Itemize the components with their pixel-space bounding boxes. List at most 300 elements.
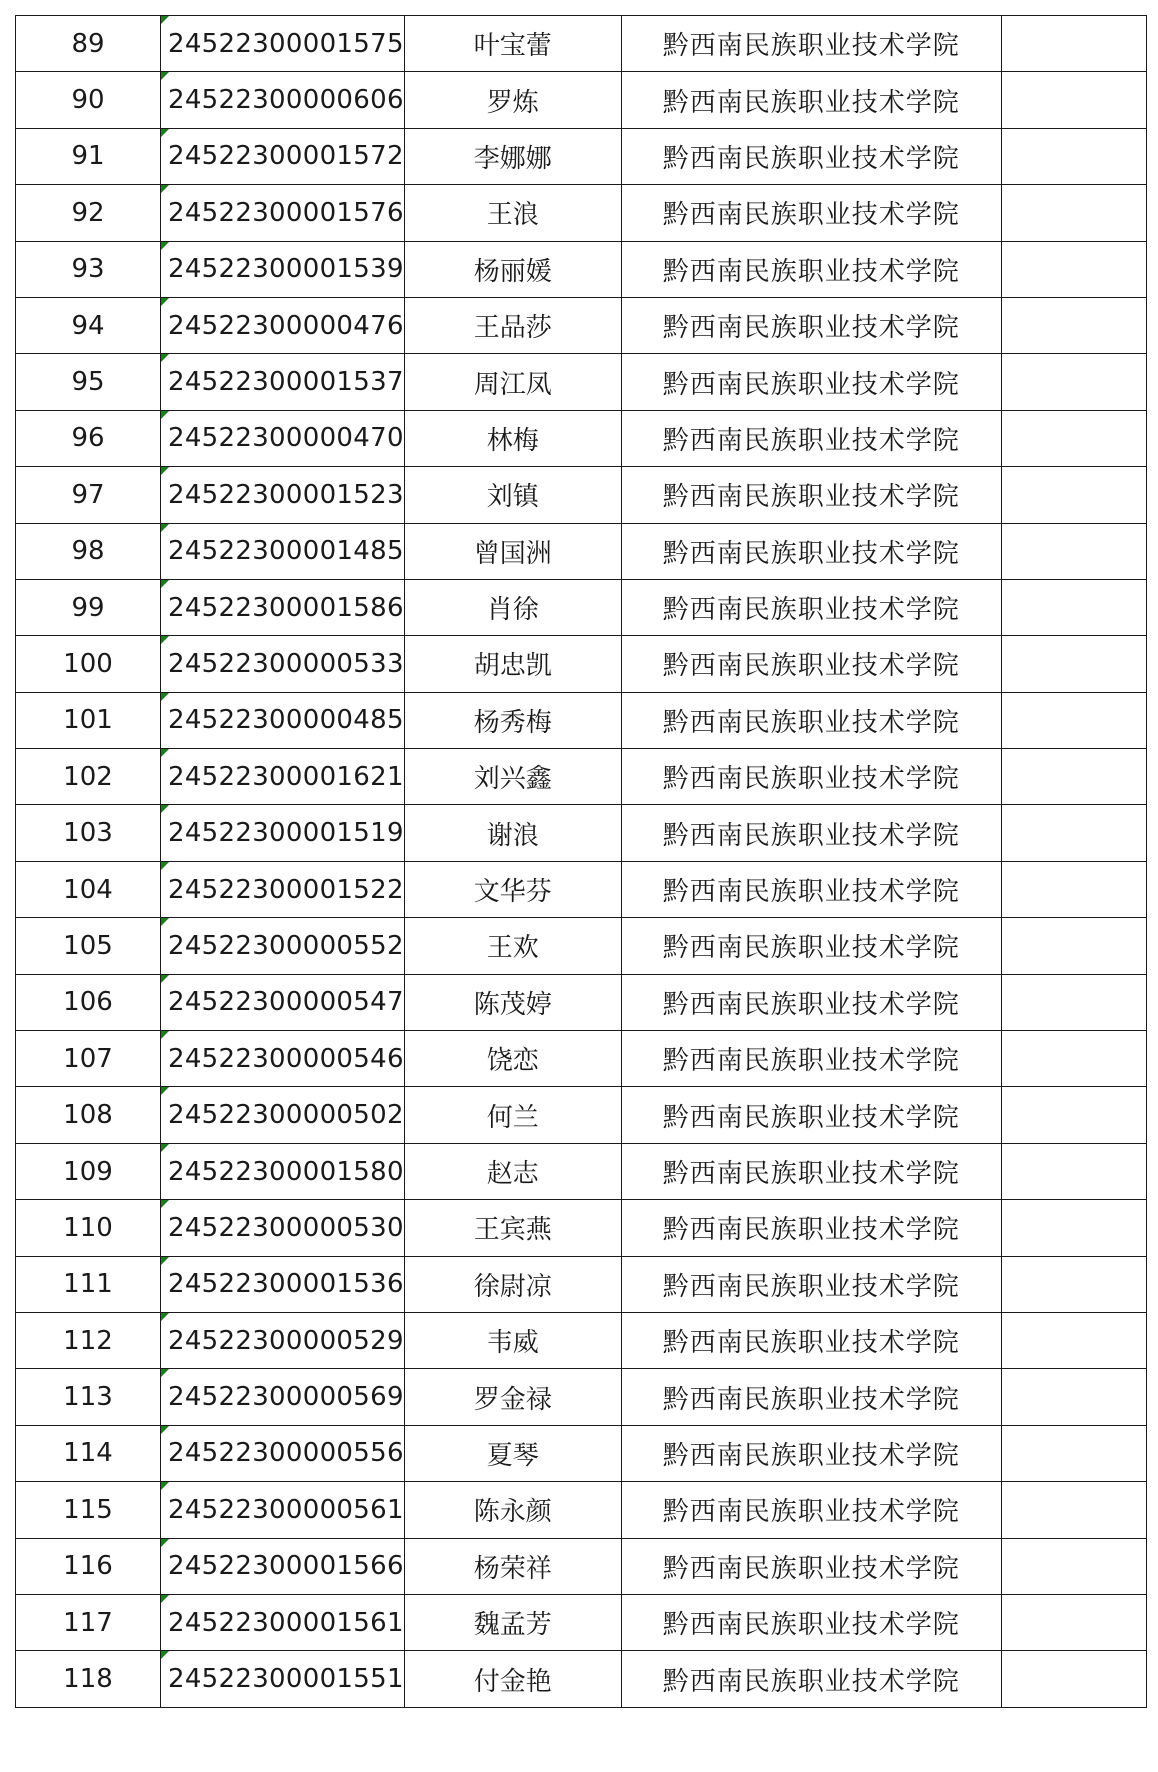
school-name-cell[interactable] <box>621 185 1001 241</box>
student-name-cell[interactable] <box>404 1143 621 1199</box>
row-number-cell[interactable] <box>16 1312 161 1368</box>
remarks-cell[interactable] <box>1001 16 1146 72</box>
student-name-cell-text: 韦威 <box>486 1328 539 1359</box>
student-name-cell-text: 何兰 <box>486 1102 539 1133</box>
candidate-id-cell-text: 24522300001580 <box>168 1156 404 1187</box>
student-name-cell-text: 罗金禄 <box>473 1384 552 1415</box>
table-row <box>16 1256 1147 1312</box>
row-number-cell[interactable] <box>16 861 161 917</box>
school-name-cell[interactable] <box>621 1312 1001 1368</box>
candidate-id-cell[interactable] <box>161 692 405 748</box>
remarks-cell[interactable] <box>1001 1369 1146 1425</box>
student-name-cell-text: 王欢 <box>486 933 539 964</box>
remarks-cell[interactable] <box>1001 241 1146 297</box>
table-row <box>16 692 1147 748</box>
student-name-cell[interactable] <box>404 297 621 353</box>
school-name-cell[interactable] <box>621 128 1001 184</box>
student-name-cell-text: 陈茂婷 <box>473 989 552 1020</box>
candidate-id-cell-text: 24522300000569 <box>168 1382 404 1413</box>
row-number-cell-text: 109 <box>63 1156 113 1187</box>
school-name-cell-text: 黔西南民族职业技术学院 <box>662 1102 960 1133</box>
table-row <box>16 1538 1147 1594</box>
candidate-id-cell[interactable] <box>161 1425 405 1481</box>
row-number-cell-text: 110 <box>63 1212 113 1243</box>
table-row <box>16 1200 1147 1256</box>
school-name-cell[interactable] <box>621 918 1001 974</box>
table-row <box>16 749 1147 805</box>
remarks-cell[interactable] <box>1001 1200 1146 1256</box>
row-number-cell-text: 103 <box>63 818 113 849</box>
school-name-cell[interactable] <box>621 354 1001 410</box>
text-format-indicator-icon <box>161 242 169 250</box>
candidate-id-cell[interactable] <box>161 72 405 128</box>
school-name-cell[interactable] <box>621 1538 1001 1594</box>
row-number-cell-text: 102 <box>63 761 113 792</box>
remarks-cell[interactable] <box>1001 1256 1146 1312</box>
candidate-id-cell-text: 24522300001519 <box>168 818 404 849</box>
remarks-cell[interactable] <box>1001 1594 1146 1650</box>
student-name-cell-text: 徐尉凉 <box>473 1271 552 1302</box>
row-number-cell[interactable] <box>16 1538 161 1594</box>
school-name-cell[interactable] <box>621 636 1001 692</box>
candidate-id-cell[interactable] <box>161 1482 405 1538</box>
table-row <box>16 1482 1147 1538</box>
remarks-cell[interactable] <box>1001 749 1146 805</box>
school-name-cell[interactable] <box>621 579 1001 635</box>
school-name-cell[interactable] <box>621 297 1001 353</box>
school-name-cell[interactable] <box>621 861 1001 917</box>
candidate-id-cell[interactable] <box>161 805 405 861</box>
candidate-id-cell-text: 24522300000485 <box>168 705 404 736</box>
student-name-cell[interactable] <box>404 918 621 974</box>
text-format-indicator-icon <box>161 805 169 813</box>
candidate-id-cell[interactable] <box>161 128 405 184</box>
remarks-cell[interactable] <box>1001 1482 1146 1538</box>
candidate-id-cell-text: 24522300001572 <box>168 141 404 172</box>
remarks-cell[interactable] <box>1001 636 1146 692</box>
student-name-cell-text: 杨丽媛 <box>473 256 552 287</box>
student-name-cell[interactable] <box>404 1031 621 1087</box>
student-name-cell[interactable] <box>404 805 621 861</box>
remarks-cell[interactable] <box>1001 467 1146 523</box>
row-number-cell[interactable] <box>16 1425 161 1481</box>
row-number-cell-text: 96 <box>71 423 105 454</box>
school-name-cell[interactable] <box>621 805 1001 861</box>
student-name-cell[interactable] <box>404 1651 621 1707</box>
student-name-cell[interactable] <box>404 692 621 748</box>
school-name-cell[interactable] <box>621 1369 1001 1425</box>
candidate-id-cell-text: 24522300001551 <box>168 1664 404 1695</box>
school-name-cell-text: 黔西南民族职业技术学院 <box>662 820 960 851</box>
row-number-cell[interactable] <box>16 354 161 410</box>
school-name-cell-text: 黔西南民族职业技术学院 <box>662 707 960 738</box>
table-row <box>16 297 1147 353</box>
row-number-cell[interactable] <box>16 185 161 241</box>
student-name-cell-text: 叶宝蕾 <box>473 31 552 62</box>
remarks-cell[interactable] <box>1001 692 1146 748</box>
remarks-cell[interactable] <box>1001 72 1146 128</box>
row-number-cell-text: 97 <box>71 479 105 510</box>
row-number-cell[interactable] <box>16 1031 161 1087</box>
candidate-id-cell-text: 24522300001523 <box>168 479 404 510</box>
candidate-id-cell[interactable] <box>161 918 405 974</box>
student-name-cell[interactable] <box>404 1482 621 1538</box>
candidate-id-cell-text: 24522300001537 <box>168 367 404 398</box>
table-row <box>16 805 1147 861</box>
candidate-id-cell[interactable] <box>161 1538 405 1594</box>
school-name-cell-text: 黔西南民族职业技术学院 <box>662 482 960 513</box>
student-name-cell[interactable] <box>404 861 621 917</box>
student-name-cell-text: 周江凤 <box>473 369 552 400</box>
candidate-id-cell-text: 24522300000552 <box>168 930 404 961</box>
table-row <box>16 636 1147 692</box>
school-name-cell[interactable] <box>621 72 1001 128</box>
candidate-id-cell-text: 24522300000529 <box>168 1325 404 1356</box>
candidate-id-cell[interactable] <box>161 1143 405 1199</box>
candidate-id-cell[interactable] <box>161 579 405 635</box>
remarks-cell[interactable] <box>1001 1651 1146 1707</box>
student-name-cell[interactable] <box>404 1369 621 1425</box>
row-number-cell[interactable] <box>16 1256 161 1312</box>
candidate-id-cell-text: 24522300000530 <box>168 1212 404 1243</box>
candidate-id-cell-text: 24522300000502 <box>168 1100 404 1131</box>
student-name-cell[interactable] <box>404 16 621 72</box>
school-name-cell-text: 黔西南民族职业技术学院 <box>662 538 960 569</box>
row-number-cell-text: 106 <box>63 987 113 1018</box>
row-number-cell-text: 105 <box>63 930 113 961</box>
student-name-cell[interactable] <box>404 1538 621 1594</box>
student-name-cell[interactable] <box>404 1425 621 1481</box>
candidate-id-cell[interactable] <box>161 861 405 917</box>
candidate-id-cell[interactable] <box>161 241 405 297</box>
student-name-cell-text: 曾国洲 <box>473 538 552 569</box>
row-number-cell[interactable] <box>16 1482 161 1538</box>
text-format-indicator-icon <box>161 1651 169 1659</box>
row-number-cell[interactable] <box>16 72 161 128</box>
school-name-cell[interactable] <box>621 1031 1001 1087</box>
school-name-cell-text: 黔西南民族职业技术学院 <box>662 200 960 231</box>
candidate-id-cell[interactable] <box>161 1031 405 1087</box>
text-format-indicator-icon <box>161 580 169 588</box>
text-format-indicator-icon <box>161 185 169 193</box>
school-name-cell[interactable] <box>621 523 1001 579</box>
text-format-indicator-icon <box>161 16 169 24</box>
student-name-cell-text: 王宾燕 <box>473 1215 552 1246</box>
candidate-id-cell[interactable] <box>161 636 405 692</box>
school-name-cell-text: 黔西南民族职业技术学院 <box>662 1666 960 1697</box>
school-name-cell-text: 黔西南民族职业技术学院 <box>662 425 960 456</box>
row-number-cell[interactable] <box>16 297 161 353</box>
remarks-cell[interactable] <box>1001 918 1146 974</box>
text-format-indicator-icon <box>161 524 169 532</box>
school-name-cell-text: 黔西南民族职业技术学院 <box>662 933 960 964</box>
student-name-cell[interactable] <box>404 72 621 128</box>
table-row <box>16 1369 1147 1425</box>
candidate-id-cell-text: 24522300001586 <box>168 592 404 623</box>
school-name-cell-text: 黔西南民族职业技术学院 <box>662 1046 960 1077</box>
row-number-cell-text: 114 <box>63 1438 113 1469</box>
remarks-cell[interactable] <box>1001 297 1146 353</box>
student-name-cell-text: 刘镇 <box>486 482 539 513</box>
table-row <box>16 1312 1147 1368</box>
row-number-cell[interactable] <box>16 16 161 72</box>
school-name-cell[interactable] <box>621 692 1001 748</box>
school-name-cell-text: 黔西南民族职业技术学院 <box>662 87 960 118</box>
student-name-cell-text: 赵志 <box>486 1159 539 1189</box>
remarks-cell[interactable] <box>1001 1538 1146 1594</box>
student-name-cell-text: 谢浪 <box>486 820 539 851</box>
candidate-id-cell[interactable] <box>161 1087 405 1143</box>
student-name-cell-text: 王品莎 <box>473 313 552 344</box>
student-name-cell[interactable] <box>404 579 621 635</box>
school-name-cell[interactable] <box>621 467 1001 523</box>
candidate-id-cell-text: 24522300000476 <box>168 310 404 341</box>
text-format-indicator-icon <box>161 298 169 306</box>
text-format-indicator-icon <box>161 411 169 419</box>
student-name-cell[interactable] <box>404 410 621 466</box>
text-format-indicator-icon <box>161 1595 169 1603</box>
table-row <box>16 974 1147 1030</box>
student-name-cell[interactable] <box>404 467 621 523</box>
candidate-id-cell[interactable] <box>161 1200 405 1256</box>
row-number-cell-text: 113 <box>63 1382 113 1413</box>
school-name-cell-text: 黔西南民族职业技术学院 <box>662 989 960 1020</box>
student-name-cell-text: 肖徐 <box>486 595 539 626</box>
school-name-cell[interactable] <box>621 1594 1001 1650</box>
row-number-cell-text: 95 <box>71 367 105 398</box>
table-row <box>16 72 1147 128</box>
school-name-cell[interactable] <box>621 1482 1001 1538</box>
school-name-cell-text: 黔西南民族职业技术学院 <box>662 1440 960 1471</box>
roster-table <box>15 15 1147 1708</box>
candidate-id-cell[interactable] <box>161 410 405 466</box>
row-number-cell[interactable] <box>16 410 161 466</box>
row-number-cell[interactable] <box>16 1143 161 1199</box>
remarks-cell[interactable] <box>1001 523 1146 579</box>
text-format-indicator-icon <box>161 1087 169 1095</box>
school-name-cell-text: 黔西南民族职业技术学院 <box>662 1215 960 1246</box>
student-name-cell[interactable] <box>404 185 621 241</box>
school-name-cell[interactable] <box>621 1087 1001 1143</box>
text-format-indicator-icon <box>161 1539 169 1547</box>
candidate-id-cell-text: 24522300001561 <box>168 1607 404 1638</box>
text-format-indicator-icon <box>161 1257 169 1265</box>
student-name-cell[interactable] <box>404 523 621 579</box>
text-format-indicator-icon <box>161 1031 169 1039</box>
student-name-cell-text: 魏孟芳 <box>473 1610 552 1641</box>
candidate-id-cell[interactable] <box>161 1651 405 1707</box>
student-name-cell-text: 杨荣祥 <box>473 1553 552 1584</box>
school-name-cell-text: 黔西南民族职业技术学院 <box>662 1384 960 1415</box>
row-number-cell[interactable] <box>16 1651 161 1707</box>
text-format-indicator-icon <box>161 862 169 870</box>
student-name-cell[interactable] <box>404 128 621 184</box>
candidate-id-cell-text: 24522300001539 <box>168 254 404 285</box>
remarks-cell[interactable] <box>1001 1312 1146 1368</box>
row-number-cell-text: 104 <box>63 874 113 905</box>
row-number-cell[interactable] <box>16 636 161 692</box>
row-number-cell[interactable] <box>16 241 161 297</box>
candidate-id-cell-text: 24522300000556 <box>168 1438 404 1469</box>
text-format-indicator-icon <box>161 693 169 701</box>
row-number-cell[interactable] <box>16 523 161 579</box>
school-name-cell[interactable] <box>621 1200 1001 1256</box>
row-number-cell[interactable] <box>16 974 161 1030</box>
school-name-cell[interactable] <box>621 1651 1001 1707</box>
candidate-id-cell[interactable] <box>161 16 405 72</box>
text-format-indicator-icon <box>161 636 169 644</box>
student-name-cell-text: 李娜娜 <box>473 143 552 174</box>
candidate-id-cell[interactable] <box>161 297 405 353</box>
candidate-id-cell[interactable] <box>161 1256 405 1312</box>
remarks-cell[interactable] <box>1001 410 1146 466</box>
remarks-cell[interactable] <box>1001 579 1146 635</box>
row-number-cell-text: 92 <box>71 197 105 228</box>
student-name-cell[interactable] <box>404 749 621 805</box>
row-number-cell[interactable] <box>16 128 161 184</box>
school-name-cell[interactable] <box>621 410 1001 466</box>
row-number-cell[interactable] <box>16 1200 161 1256</box>
remarks-cell[interactable] <box>1001 1031 1146 1087</box>
table-row <box>16 918 1147 974</box>
text-format-indicator-icon <box>161 749 169 757</box>
text-format-indicator-icon <box>161 129 169 137</box>
table-row <box>16 1425 1147 1481</box>
candidate-id-cell-text: 24522300001621 <box>168 761 404 792</box>
table-row <box>16 16 1147 72</box>
student-name-cell[interactable] <box>404 636 621 692</box>
student-name-cell-text: 饶恋 <box>486 1046 539 1077</box>
remarks-cell[interactable] <box>1001 1087 1146 1143</box>
remarks-cell[interactable] <box>1001 974 1146 1030</box>
candidate-id-cell[interactable] <box>161 1594 405 1650</box>
remarks-cell[interactable] <box>1001 185 1146 241</box>
candidate-id-cell[interactable] <box>161 354 405 410</box>
school-name-cell-text: 黔西南民族职业技术学院 <box>662 1497 960 1528</box>
student-name-cell-text: 胡忠凯 <box>473 651 552 682</box>
table-row <box>16 1031 1147 1087</box>
student-name-cell[interactable] <box>404 354 621 410</box>
row-number-cell[interactable] <box>16 918 161 974</box>
table-row <box>16 467 1147 523</box>
student-name-cell[interactable] <box>404 1200 621 1256</box>
row-number-cell[interactable] <box>16 692 161 748</box>
table-row <box>16 1143 1147 1199</box>
candidate-id-cell[interactable] <box>161 974 405 1030</box>
text-format-indicator-icon <box>161 1369 169 1377</box>
candidate-id-cell[interactable] <box>161 1369 405 1425</box>
row-number-cell[interactable] <box>16 467 161 523</box>
school-name-cell[interactable] <box>621 1256 1001 1312</box>
candidate-id-cell-text: 24522300001485 <box>168 536 404 567</box>
student-name-cell[interactable] <box>404 1087 621 1143</box>
candidate-id-cell[interactable] <box>161 523 405 579</box>
candidate-id-cell-text: 24522300000470 <box>168 423 404 454</box>
remarks-cell[interactable] <box>1001 861 1146 917</box>
row-number-cell-text: 112 <box>63 1325 113 1356</box>
school-name-cell-text: 黔西南民族职业技术学院 <box>662 764 960 795</box>
student-name-cell[interactable] <box>404 1594 621 1650</box>
remarks-cell[interactable] <box>1001 1425 1146 1481</box>
table-row <box>16 128 1147 184</box>
school-name-cell-text: 黔西南民族职业技术学院 <box>662 1553 960 1584</box>
candidate-id-cell-text: 24522300000606 <box>168 85 404 116</box>
text-format-indicator-icon <box>161 354 169 362</box>
student-name-cell-text: 夏琴 <box>486 1440 539 1471</box>
text-format-indicator-icon <box>161 1482 169 1490</box>
school-name-cell[interactable] <box>621 1425 1001 1481</box>
row-number-cell-text: 116 <box>63 1551 113 1582</box>
candidate-id-cell-text: 24522300001522 <box>168 874 404 905</box>
text-format-indicator-icon <box>161 975 169 983</box>
row-number-cell[interactable] <box>16 1369 161 1425</box>
student-name-cell-text: 陈永颜 <box>473 1497 552 1528</box>
row-number-cell[interactable] <box>16 1087 161 1143</box>
student-name-cell-text: 罗炼 <box>486 87 539 118</box>
student-name-cell[interactable] <box>404 241 621 297</box>
candidate-id-cell[interactable] <box>161 1312 405 1368</box>
table-row <box>16 523 1147 579</box>
remarks-cell[interactable] <box>1001 354 1146 410</box>
school-name-cell-text: 黔西南民族职业技术学院 <box>662 1159 960 1189</box>
student-name-cell[interactable] <box>404 1312 621 1368</box>
row-number-cell[interactable] <box>16 749 161 805</box>
row-number-cell-text: 107 <box>63 1043 113 1074</box>
text-format-indicator-icon <box>161 1144 169 1152</box>
row-number-cell-text: 93 <box>71 254 105 285</box>
row-number-cell[interactable] <box>16 1594 161 1650</box>
candidate-id-cell[interactable] <box>161 749 405 805</box>
table-row <box>16 185 1147 241</box>
school-name-cell[interactable] <box>621 749 1001 805</box>
text-format-indicator-icon <box>161 918 169 926</box>
table-row <box>16 410 1147 466</box>
school-name-cell[interactable] <box>621 16 1001 72</box>
row-number-cell-text: 99 <box>71 592 105 623</box>
school-name-cell[interactable] <box>621 974 1001 1030</box>
student-name-cell[interactable] <box>404 1256 621 1312</box>
student-name-cell[interactable] <box>404 974 621 1030</box>
school-name-cell-text: 黔西南民族职业技术学院 <box>662 369 960 400</box>
school-name-cell[interactable] <box>621 1143 1001 1199</box>
remarks-cell[interactable] <box>1001 128 1146 184</box>
school-name-cell[interactable] <box>621 241 1001 297</box>
school-name-cell-text: 黔西南民族职业技术学院 <box>662 877 960 908</box>
row-number-cell-text: 89 <box>71 28 105 59</box>
row-number-cell[interactable] <box>16 579 161 635</box>
row-number-cell-text: 90 <box>71 85 105 116</box>
table-row <box>16 1651 1147 1707</box>
school-name-cell-text: 黔西南民族职业技术学院 <box>662 31 960 62</box>
roster-table-body <box>16 16 1147 1708</box>
row-number-cell-text: 94 <box>71 310 105 341</box>
student-name-cell-text: 付金艳 <box>473 1666 552 1697</box>
row-number-cell-text: 118 <box>63 1664 113 1695</box>
candidate-id-cell-text: 24522300001566 <box>168 1551 404 1582</box>
row-number-cell[interactable] <box>16 805 161 861</box>
school-name-cell-text: 黔西南民族职业技术学院 <box>662 595 960 626</box>
table-row <box>16 861 1147 917</box>
candidate-id-cell[interactable] <box>161 185 405 241</box>
row-number-cell-text: 111 <box>63 1269 113 1300</box>
remarks-cell[interactable] <box>1001 805 1146 861</box>
candidate-id-cell-text: 24522300001576 <box>168 197 404 228</box>
candidate-id-cell[interactable] <box>161 467 405 523</box>
candidate-id-cell-text: 24522300000546 <box>168 1043 404 1074</box>
remarks-cell[interactable] <box>1001 1143 1146 1199</box>
candidate-id-cell-text: 24522300000547 <box>168 987 404 1018</box>
candidate-id-cell-text: 24522300000561 <box>168 1494 404 1525</box>
